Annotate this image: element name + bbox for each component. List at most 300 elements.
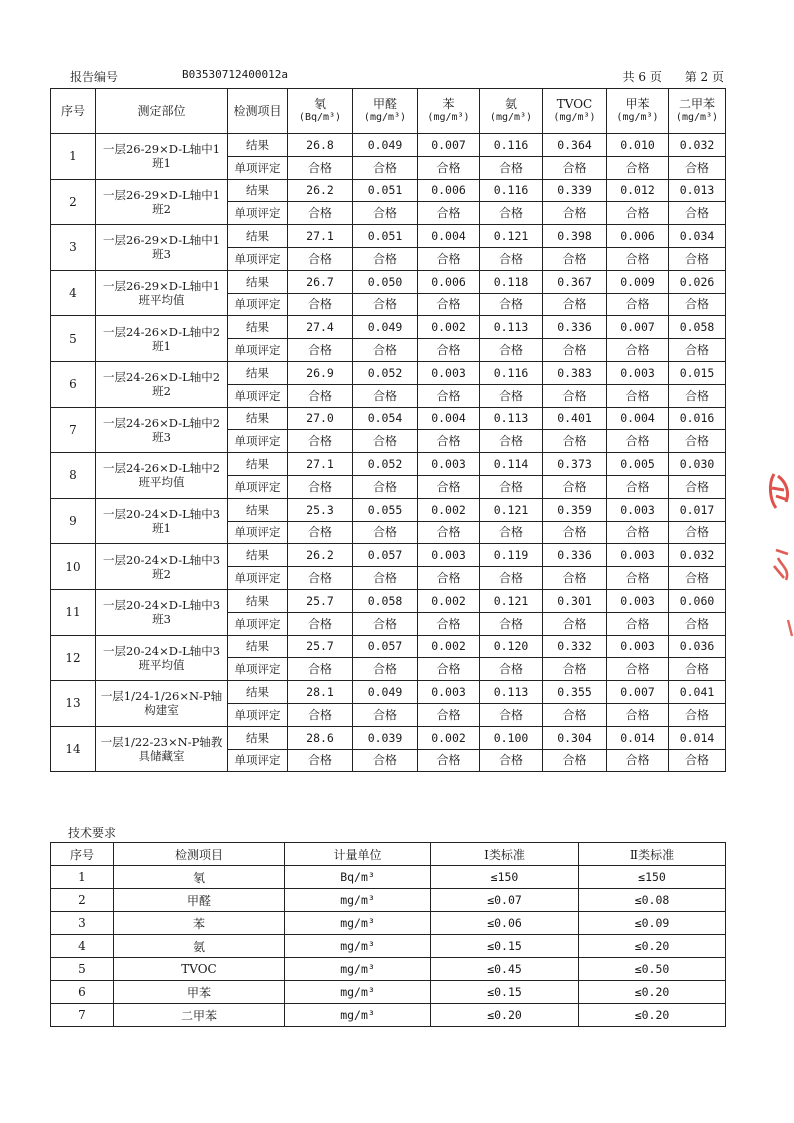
col-formaldehyde-unit: (mg/m³) xyxy=(363,112,407,123)
result-value: 0.002 xyxy=(418,726,480,749)
result-value: 0.118 xyxy=(480,270,543,293)
result-value: 26.7 xyxy=(288,270,353,293)
result-value: 0.355 xyxy=(543,681,607,704)
result-value: 0.003 xyxy=(607,498,669,521)
result-value: 0.014 xyxy=(669,726,726,749)
pass-value: 合格 xyxy=(418,703,480,726)
result-value: 0.058 xyxy=(669,316,726,339)
result-value: 0.012 xyxy=(607,179,669,202)
pass-value: 合格 xyxy=(669,567,726,590)
result-value: 0.010 xyxy=(607,134,669,157)
result-value: 0.339 xyxy=(543,179,607,202)
pass-value: 合格 xyxy=(418,293,480,316)
report-number-label: 报告编号 xyxy=(70,70,119,84)
req-row xyxy=(51,1004,726,1027)
evaluation-label: 单项评定 xyxy=(228,703,288,726)
pass-value: 合格 xyxy=(543,202,607,225)
result-value: 0.116 xyxy=(480,134,543,157)
row-seq: 8 xyxy=(51,453,96,499)
row-seq: 14 xyxy=(51,726,96,772)
result-value: 0.016 xyxy=(669,407,726,430)
col-toluene-label: 甲苯 xyxy=(625,97,650,111)
result-value: 0.003 xyxy=(418,681,480,704)
result-value: 0.049 xyxy=(353,316,418,339)
req-class1: ≤0.45 xyxy=(431,958,579,981)
result-value: 0.006 xyxy=(607,225,669,248)
pass-value: 合格 xyxy=(669,156,726,179)
result-label: 结果 xyxy=(228,726,288,749)
pass-value: 合格 xyxy=(669,430,726,453)
pass-value: 合格 xyxy=(543,475,607,498)
result-value: 0.051 xyxy=(353,179,418,202)
pass-value: 合格 xyxy=(418,612,480,635)
pass-value: 合格 xyxy=(607,339,669,362)
pass-value: 合格 xyxy=(543,430,607,453)
result-value: 0.051 xyxy=(353,225,418,248)
pass-value: 合格 xyxy=(543,521,607,544)
pass-value: 合格 xyxy=(669,293,726,316)
result-value: 0.050 xyxy=(353,270,418,293)
req-header-row xyxy=(51,843,726,866)
result-value: 0.116 xyxy=(480,179,543,202)
result-value: 0.049 xyxy=(353,681,418,704)
pass-value: 合格 xyxy=(353,202,418,225)
result-value: 27.1 xyxy=(288,453,353,476)
result-value: 0.030 xyxy=(669,453,726,476)
pass-value: 合格 xyxy=(288,202,353,225)
result-value: 0.401 xyxy=(543,407,607,430)
result-value: 26.8 xyxy=(288,134,353,157)
result-value: 0.006 xyxy=(418,270,480,293)
result-value: 0.002 xyxy=(418,589,480,612)
req-col-item: 检测项目 xyxy=(114,843,285,866)
row-location: 一层26-29×D-L轴中1班3 xyxy=(96,225,228,271)
req-row xyxy=(51,866,726,889)
pass-value: 合格 xyxy=(607,475,669,498)
result-label: 结果 xyxy=(228,681,288,704)
req-item: 苯 xyxy=(114,912,285,935)
result-value: 0.003 xyxy=(607,544,669,567)
row-location: 一层20-24×D-L轴中3班2 xyxy=(96,544,228,590)
tech-requirements-title: 技术要求 xyxy=(68,826,117,840)
pass-value: 合格 xyxy=(543,384,607,407)
col-ammonia xyxy=(480,89,543,134)
pass-value: 合格 xyxy=(480,567,543,590)
page-indicator xyxy=(623,68,724,85)
pass-value: 合格 xyxy=(418,430,480,453)
result-label: 结果 xyxy=(228,316,288,339)
pass-value: 合格 xyxy=(543,293,607,316)
col-tvoc-unit: (mg/m³) xyxy=(553,112,596,123)
row-seq: 12 xyxy=(51,635,96,681)
evaluation-label: 单项评定 xyxy=(228,247,288,270)
col-xylene-label: 二甲苯 xyxy=(678,97,715,111)
pass-value: 合格 xyxy=(288,156,353,179)
pass-value: 合格 xyxy=(669,658,726,681)
pass-value: 合格 xyxy=(669,521,726,544)
report-number: B03530712400012a xyxy=(182,68,288,81)
col-radon-unit: (Bq/m³) xyxy=(298,112,342,123)
row-location: 一层1/22-23×N-P轴教具储藏室 xyxy=(96,726,228,772)
pass-value: 合格 xyxy=(418,339,480,362)
req-class1: ≤0.07 xyxy=(431,889,579,912)
result-row xyxy=(51,544,726,567)
req-seq: 1 xyxy=(51,866,114,889)
row-location: 一层26-29×D-L轴中1班1 xyxy=(96,134,228,180)
result-label: 结果 xyxy=(228,361,288,384)
row-seq: 2 xyxy=(51,179,96,225)
result-row xyxy=(51,498,726,521)
req-unit: mg/m³ xyxy=(285,889,431,912)
result-value: 0.002 xyxy=(418,316,480,339)
row-seq: 7 xyxy=(51,407,96,453)
col-location: 测定部位 xyxy=(96,89,228,134)
result-value: 0.006 xyxy=(418,179,480,202)
col-radon xyxy=(288,89,353,134)
pass-value: 合格 xyxy=(353,475,418,498)
result-value: 0.004 xyxy=(418,225,480,248)
col-radon-label: 氡 xyxy=(313,97,326,111)
col-toluene xyxy=(607,89,669,134)
result-value: 0.057 xyxy=(353,544,418,567)
pass-value: 合格 xyxy=(418,384,480,407)
pass-value: 合格 xyxy=(353,430,418,453)
pass-value: 合格 xyxy=(288,247,353,270)
result-value: 0.304 xyxy=(543,726,607,749)
results-header-row xyxy=(51,89,726,134)
pass-value: 合格 xyxy=(288,703,353,726)
col-toluene-unit: (mg/m³) xyxy=(616,112,659,123)
col-xylene-unit: (mg/m³) xyxy=(675,112,719,123)
result-value: 0.113 xyxy=(480,316,543,339)
pass-value: 合格 xyxy=(607,384,669,407)
req-class1: ≤0.06 xyxy=(431,912,579,935)
req-class1: ≤150 xyxy=(431,866,579,889)
req-seq: 6 xyxy=(51,981,114,1004)
pass-value: 合格 xyxy=(669,749,726,772)
result-value: 0.014 xyxy=(607,726,669,749)
result-value: 25.7 xyxy=(288,635,353,658)
report-header xyxy=(62,68,724,86)
pass-value: 合格 xyxy=(288,612,353,635)
pass-value: 合格 xyxy=(418,247,480,270)
pass-value: 合格 xyxy=(480,384,543,407)
req-class1: ≤0.15 xyxy=(431,981,579,1004)
result-value: 0.032 xyxy=(669,134,726,157)
row-location: 一层24-26×D-L轴中2班平均值 xyxy=(96,453,228,499)
req-item: 氨 xyxy=(114,935,285,958)
result-value: 0.116 xyxy=(480,361,543,384)
pass-value: 合格 xyxy=(480,430,543,453)
result-value: 0.359 xyxy=(543,498,607,521)
col-ammonia-unit: (mg/m³) xyxy=(489,112,533,123)
col-benzene-label: 苯 xyxy=(442,97,455,111)
req-item: TVOC xyxy=(114,958,285,981)
result-value: 27.1 xyxy=(288,225,353,248)
result-value: 0.004 xyxy=(418,407,480,430)
req-class2: ≤0.09 xyxy=(579,912,726,935)
req-class2: ≤0.20 xyxy=(579,1004,726,1027)
pass-value: 合格 xyxy=(543,658,607,681)
result-value: 0.041 xyxy=(669,681,726,704)
col-tvoc-label: TVOC xyxy=(556,97,593,111)
req-seq: 5 xyxy=(51,958,114,981)
pass-value: 合格 xyxy=(669,612,726,635)
col-benzene xyxy=(418,89,480,134)
result-row xyxy=(51,179,726,202)
pass-value: 合格 xyxy=(543,612,607,635)
pass-value: 合格 xyxy=(353,749,418,772)
result-value: 0.113 xyxy=(480,407,543,430)
col-seq: 序号 xyxy=(51,89,96,134)
pass-value: 合格 xyxy=(669,247,726,270)
row-location: 一层26-29×D-L轴中1班平均值 xyxy=(96,270,228,316)
result-value: 0.032 xyxy=(669,544,726,567)
result-value: 0.003 xyxy=(607,361,669,384)
col-formaldehyde-label: 甲醛 xyxy=(372,97,397,111)
result-value: 25.7 xyxy=(288,589,353,612)
result-row xyxy=(51,589,726,612)
col-tvoc xyxy=(543,89,607,134)
result-label: 结果 xyxy=(228,270,288,293)
result-row xyxy=(51,681,726,704)
result-value: 0.002 xyxy=(418,498,480,521)
req-col-unit: 计量单位 xyxy=(285,843,431,866)
req-class2: ≤0.20 xyxy=(579,935,726,958)
req-row xyxy=(51,958,726,981)
pass-value: 合格 xyxy=(418,202,480,225)
req-row xyxy=(51,912,726,935)
pass-value: 合格 xyxy=(288,567,353,590)
pass-value: 合格 xyxy=(669,339,726,362)
req-item: 二甲苯 xyxy=(114,1004,285,1027)
row-seq: 9 xyxy=(51,498,96,544)
result-value: 0.009 xyxy=(607,270,669,293)
pass-value: 合格 xyxy=(353,293,418,316)
req-unit: mg/m³ xyxy=(285,981,431,1004)
req-item: 氡 xyxy=(114,866,285,889)
row-seq: 3 xyxy=(51,225,96,271)
pass-value: 合格 xyxy=(480,202,543,225)
pass-value: 合格 xyxy=(480,658,543,681)
result-value: 0.003 xyxy=(418,453,480,476)
row-seq: 13 xyxy=(51,681,96,727)
result-value: 26.2 xyxy=(288,544,353,567)
result-value: 0.013 xyxy=(669,179,726,202)
col-benzene-unit: (mg/m³) xyxy=(427,112,470,123)
req-seq: 3 xyxy=(51,912,114,935)
result-value: 0.113 xyxy=(480,681,543,704)
req-item: 甲醛 xyxy=(114,889,285,912)
evaluation-label: 单项评定 xyxy=(228,749,288,772)
evaluation-label: 单项评定 xyxy=(228,156,288,179)
evaluation-label: 单项评定 xyxy=(228,521,288,544)
result-value: 0.007 xyxy=(607,681,669,704)
pass-value: 合格 xyxy=(353,156,418,179)
req-row xyxy=(51,981,726,1004)
result-label: 结果 xyxy=(228,407,288,430)
result-row xyxy=(51,316,726,339)
result-value: 0.034 xyxy=(669,225,726,248)
result-value: 0.336 xyxy=(543,544,607,567)
pass-value: 合格 xyxy=(353,521,418,544)
req-class2: ≤0.08 xyxy=(579,889,726,912)
pass-value: 合格 xyxy=(418,567,480,590)
pass-value: 合格 xyxy=(543,567,607,590)
req-class2: ≤0.20 xyxy=(579,981,726,1004)
row-location: 一层20-24×D-L轴中3班平均值 xyxy=(96,635,228,681)
result-row xyxy=(51,134,726,157)
pass-value: 合格 xyxy=(418,475,480,498)
result-value: 26.9 xyxy=(288,361,353,384)
evaluation-label: 单项评定 xyxy=(228,567,288,590)
result-value: 0.002 xyxy=(418,635,480,658)
result-value: 0.007 xyxy=(418,134,480,157)
pass-value: 合格 xyxy=(543,339,607,362)
result-value: 0.003 xyxy=(418,544,480,567)
pass-value: 合格 xyxy=(543,156,607,179)
result-value: 0.004 xyxy=(607,407,669,430)
result-value: 0.121 xyxy=(480,589,543,612)
pass-value: 合格 xyxy=(543,749,607,772)
req-body xyxy=(51,866,726,1027)
pass-value: 合格 xyxy=(418,156,480,179)
col-ammonia-label: 氨 xyxy=(504,97,517,111)
pass-value: 合格 xyxy=(607,293,669,316)
row-seq: 1 xyxy=(51,134,96,180)
pass-value: 合格 xyxy=(607,612,669,635)
pass-value: 合格 xyxy=(353,339,418,362)
result-label: 结果 xyxy=(228,453,288,476)
result-value: 0.052 xyxy=(353,361,418,384)
result-value: 0.058 xyxy=(353,589,418,612)
pass-value: 合格 xyxy=(607,247,669,270)
col-xylene xyxy=(669,89,726,134)
req-unit: mg/m³ xyxy=(285,1004,431,1027)
pass-value: 合格 xyxy=(607,521,669,544)
result-value: 26.2 xyxy=(288,179,353,202)
row-location: 一层20-24×D-L轴中3班3 xyxy=(96,589,228,635)
evaluation-label: 单项评定 xyxy=(228,202,288,225)
pass-value: 合格 xyxy=(669,475,726,498)
row-location: 一层1/24-1/26×N-P轴构建室 xyxy=(96,681,228,727)
row-seq: 5 xyxy=(51,316,96,362)
result-row xyxy=(51,407,726,430)
tech-requirements-table xyxy=(50,842,726,1027)
result-value: 0.301 xyxy=(543,589,607,612)
result-value: 0.005 xyxy=(607,453,669,476)
result-value: 0.017 xyxy=(669,498,726,521)
result-row xyxy=(51,225,726,248)
pass-value: 合格 xyxy=(288,749,353,772)
pass-value: 合格 xyxy=(607,703,669,726)
req-unit: mg/m³ xyxy=(285,935,431,958)
pass-value: 合格 xyxy=(669,703,726,726)
result-value: 0.026 xyxy=(669,270,726,293)
result-value: 0.049 xyxy=(353,134,418,157)
result-value: 0.367 xyxy=(543,270,607,293)
req-col-class2: Ⅱ类标准 xyxy=(579,843,726,866)
result-value: 27.4 xyxy=(288,316,353,339)
row-seq: 4 xyxy=(51,270,96,316)
pass-value: 合格 xyxy=(480,749,543,772)
total-pages: 共 6 页 xyxy=(622,70,662,84)
pass-value: 合格 xyxy=(669,384,726,407)
result-value: 0.015 xyxy=(669,361,726,384)
pass-value: 合格 xyxy=(480,703,543,726)
result-value: 0.373 xyxy=(543,453,607,476)
result-value: 0.055 xyxy=(353,498,418,521)
pass-value: 合格 xyxy=(607,156,669,179)
req-seq: 2 xyxy=(51,889,114,912)
pass-value: 合格 xyxy=(543,247,607,270)
pass-value: 合格 xyxy=(607,658,669,681)
result-value: 0.003 xyxy=(607,589,669,612)
req-class2: ≤150 xyxy=(579,866,726,889)
result-label: 结果 xyxy=(228,179,288,202)
row-location: 一层26-29×D-L轴中1班2 xyxy=(96,179,228,225)
req-seq: 7 xyxy=(51,1004,114,1027)
result-value: 0.120 xyxy=(480,635,543,658)
pass-value: 合格 xyxy=(480,293,543,316)
current-page: 第 2 页 xyxy=(684,70,724,84)
pass-value: 合格 xyxy=(480,475,543,498)
result-value: 0.114 xyxy=(480,453,543,476)
pass-value: 合格 xyxy=(669,202,726,225)
req-item: 甲苯 xyxy=(114,981,285,1004)
row-location: 一层24-26×D-L轴中2班1 xyxy=(96,316,228,362)
pass-value: 合格 xyxy=(353,384,418,407)
result-value: 0.057 xyxy=(353,635,418,658)
result-value: 0.119 xyxy=(480,544,543,567)
row-location: 一层20-24×D-L轴中3班1 xyxy=(96,498,228,544)
row-seq: 11 xyxy=(51,589,96,635)
pass-value: 合格 xyxy=(480,339,543,362)
result-value: 0.060 xyxy=(669,589,726,612)
pass-value: 合格 xyxy=(288,521,353,544)
pass-value: 合格 xyxy=(418,749,480,772)
result-value: 0.332 xyxy=(543,635,607,658)
req-unit: mg/m³ xyxy=(285,958,431,981)
pass-value: 合格 xyxy=(418,658,480,681)
result-value: 0.121 xyxy=(480,498,543,521)
row-location: 一层24-26×D-L轴中2班3 xyxy=(96,407,228,453)
result-row xyxy=(51,361,726,384)
result-label: 结果 xyxy=(228,225,288,248)
req-class2: ≤0.50 xyxy=(579,958,726,981)
result-value: 0.003 xyxy=(418,361,480,384)
pass-value: 合格 xyxy=(543,703,607,726)
result-value: 0.054 xyxy=(353,407,418,430)
result-value: 0.364 xyxy=(543,134,607,157)
pass-value: 合格 xyxy=(480,156,543,179)
results-table xyxy=(50,88,726,772)
result-value: 28.1 xyxy=(288,681,353,704)
result-label: 结果 xyxy=(228,544,288,567)
req-col-class1: Ⅰ类标准 xyxy=(431,843,579,866)
result-value: 0.039 xyxy=(353,726,418,749)
result-value: 0.007 xyxy=(607,316,669,339)
evaluation-label: 单项评定 xyxy=(228,339,288,362)
result-value: 27.0 xyxy=(288,407,353,430)
pass-value: 合格 xyxy=(418,521,480,544)
req-seq: 4 xyxy=(51,935,114,958)
result-label: 结果 xyxy=(228,134,288,157)
result-value: 0.052 xyxy=(353,453,418,476)
pass-value: 合格 xyxy=(480,612,543,635)
pass-value: 合格 xyxy=(353,567,418,590)
evaluation-label: 单项评定 xyxy=(228,293,288,316)
